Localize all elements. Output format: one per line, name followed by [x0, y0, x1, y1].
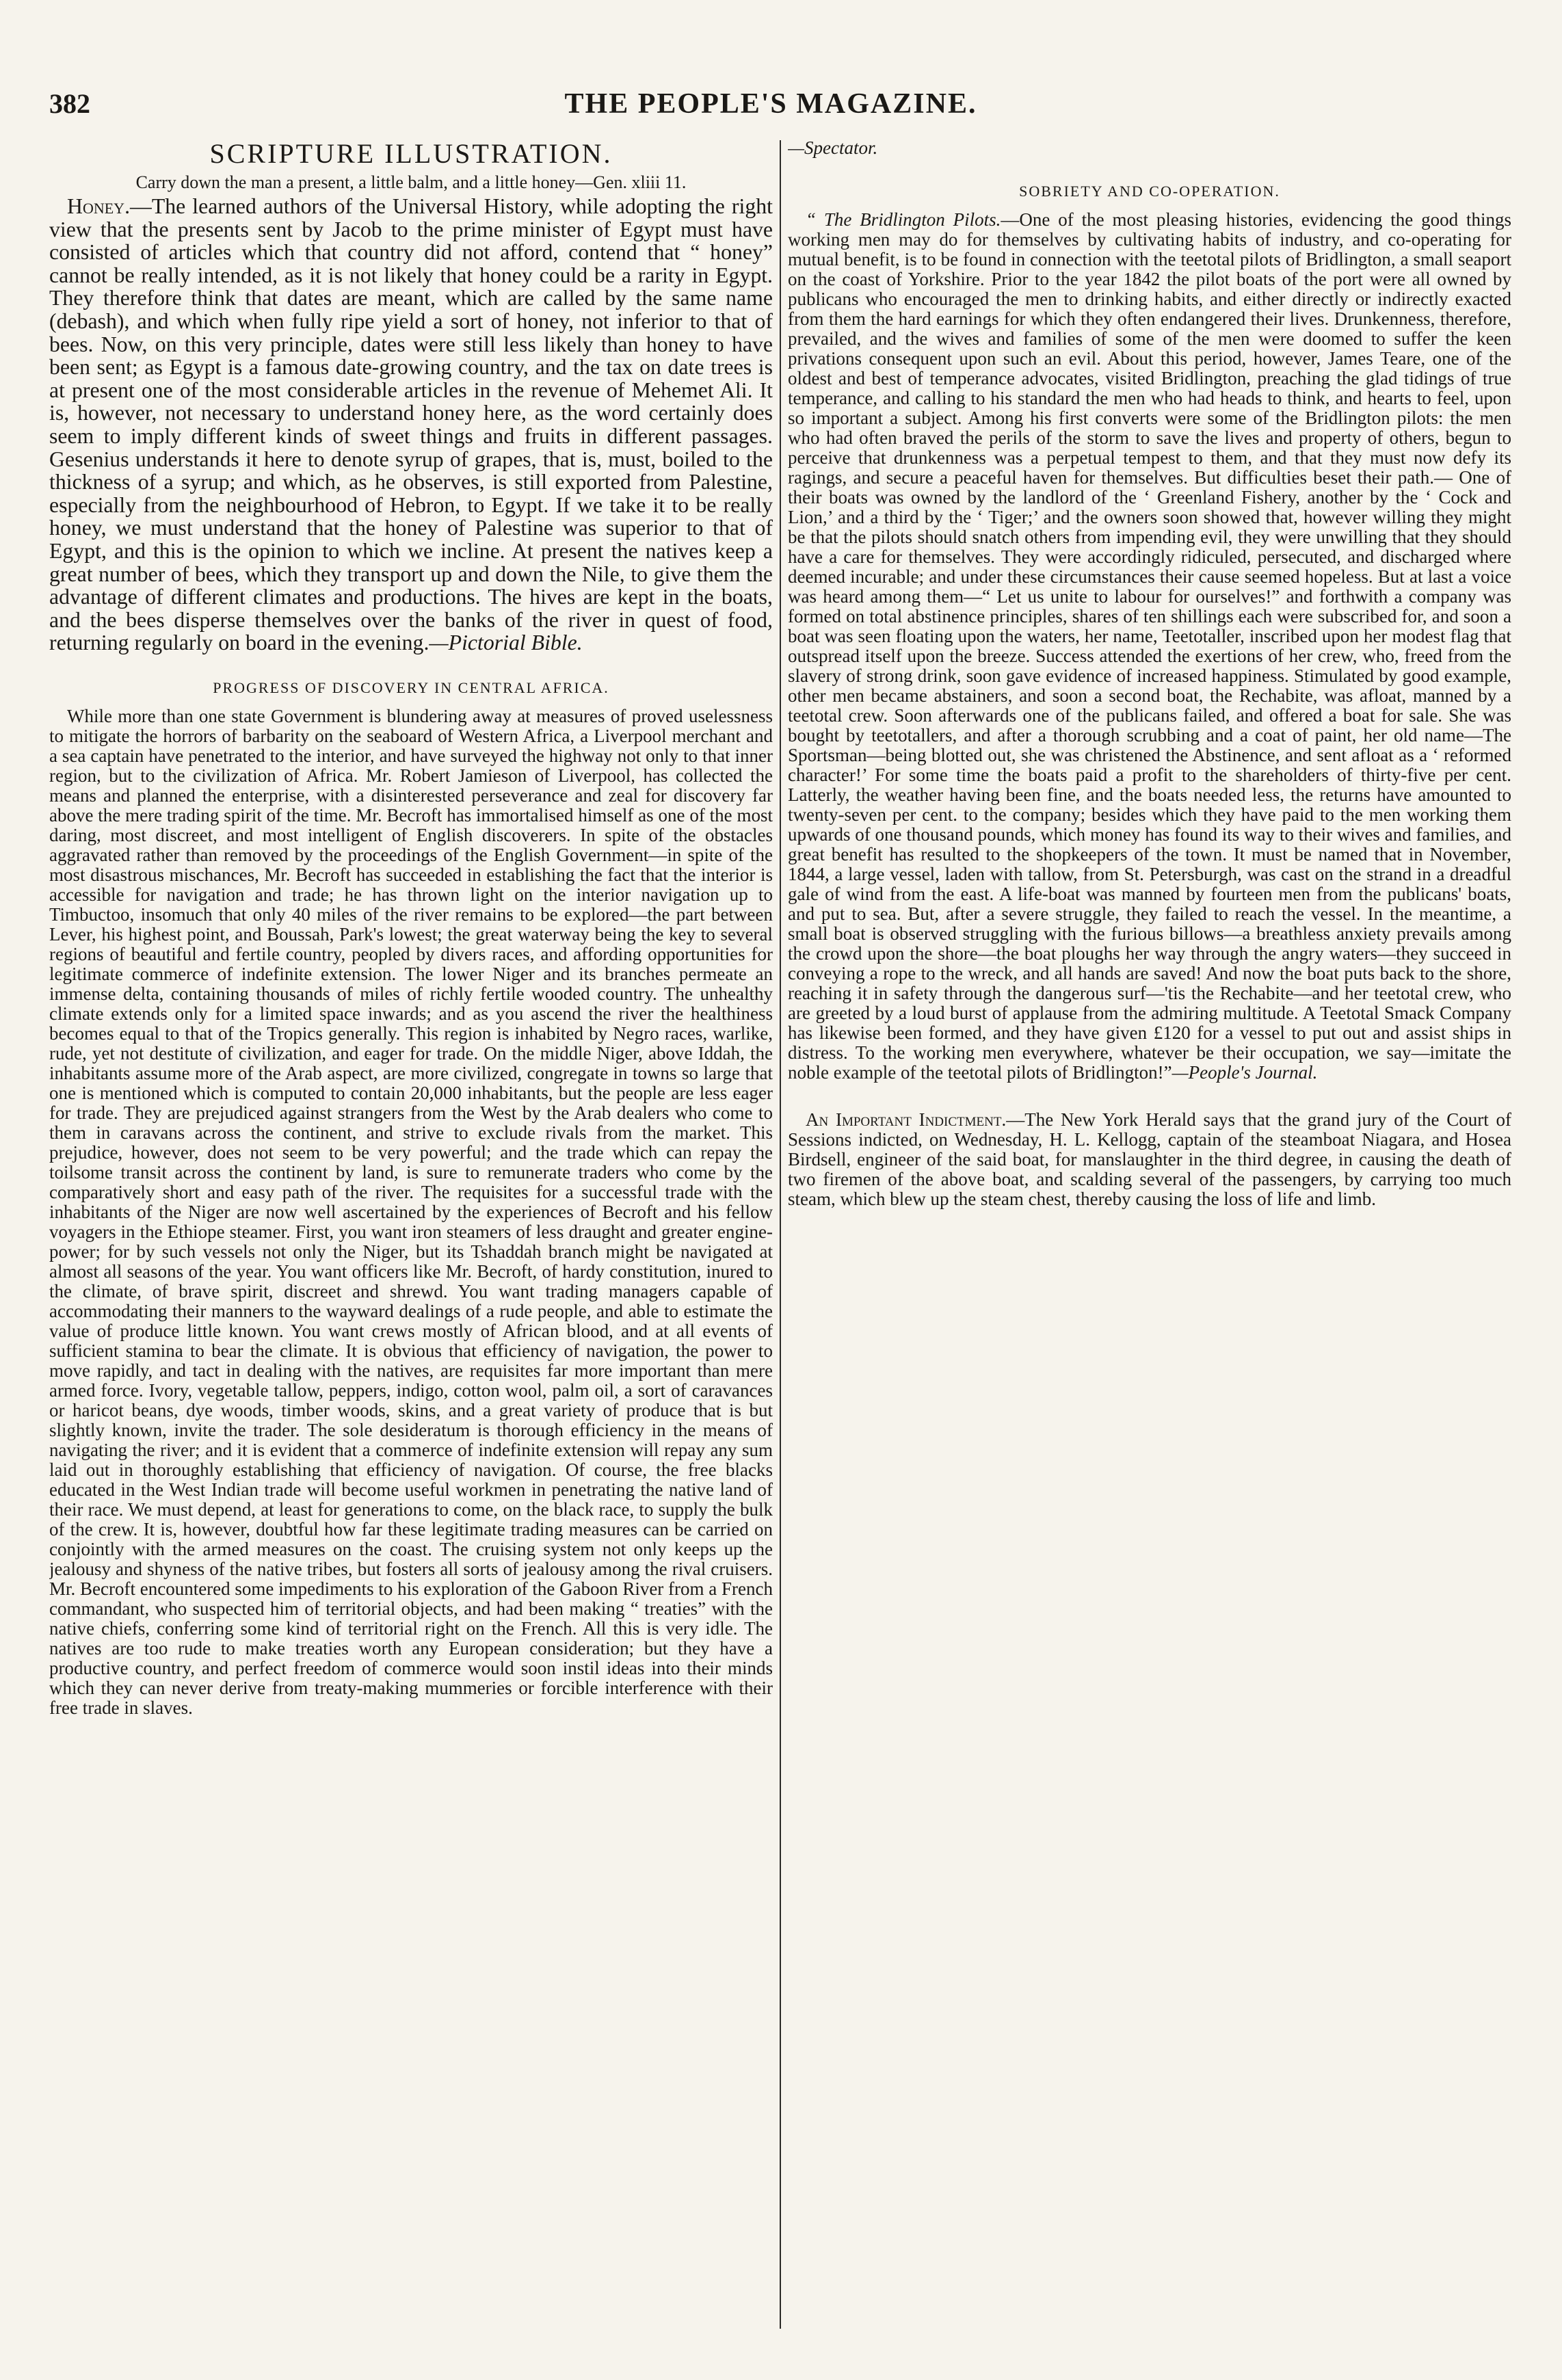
page-number: 382	[49, 88, 90, 119]
right-column	[788, 138, 1511, 2347]
sobriety-article	[788, 183, 1511, 1083]
indictment-article	[788, 1110, 1511, 1209]
scripture-body: —The learned authors of the Universal History, while adopting the right view that the presents sent by Jacob to the prime minister of Egypt must have consisted of articles which that country did not afford, contend that “ honey” cannot be really intended, as it is not likely that honey could be a rarity in Egypt. They therefore think that dates are meant, which are called by the same name (debash), and which when fully ripe yield a sort of honey, not inferior to that of bees. Now, on this very principle, dates were still less likely than honey to have been sent; as Egypt is a famous date-growing country, and the tax on date trees is at present one of the most considerable articles in the revenue of Mehemet Ali. It is, however, not necessary to understand honey here, as the word certainly does seem to imply different kinds of sweet things and fruits in different passages. Gesenius understands it here to denote syrup of grapes, that is, must, boiled to the thickness of a syrup; and which, as he observes, is still exported from Palestine, especially from the neighbourhood of Hebron, to Egypt. If we take it to be really honey, we must understand that the honey of Palestine was superior to that of Egypt, and this is the opinion to which we incline. At present the natives keep a great number of bees, which they transport up and down the Nile, to give them the advantage of different climates and productions. The hives are kept in the boats, and the bees disperse themselves over the banks of the river in quest of food, returning regularly on board in the evening.	[49, 194, 773, 655]
sobriety-title: SOBRIETY AND CO-OPERATION.	[1019, 183, 1280, 200]
scripture-epigraph: Carry down the man a present, a little balm, and a little honey—Gen. xliii 11.	[135, 172, 687, 192]
africa-title: PROGRESS OF DISCOVERY IN CENTRAL AFRICA.	[213, 678, 609, 696]
sobriety-body: —One of the most pleasing histories, evidencing the good things working men may do for themselves by cultivating habits of industry, and co-operating for mutual benefit, is to be found in connection with the teetotal pilots of Bridlington, a small seaport on the coast of Yorkshire. Prior to the year 1842 the pilot boats of the port were all owned by publicans who encouraged the men to drinking habits, and either directly or indirectly exacted from them the hard earnings for which they often endangered their lives. Drunkenness, therefore, prevailed, and the wives and families of some of the men were doomed to suffer the keen privations consequent upon such an evil. About this period, however, James Teare, one of the oldest and best of temperance advocates, visited Bridlington, preaching the glad tidings of true temperance, and calling to his standard the men who had heads to think, and hearts to feel, upon so important a subject. Among his first converts were some of the Bridlington pilots: the men who had often braved the perils of the storm to save the lives and property of others, begun to perceive that drunkenness was a perpetual tempest to them, and that they must now defy its ragings, and secure a peaceful haven for themselves. But difficulties beset their path.— One of their boats was owned by the landlord of the ‘ Greenland Fishery, another by the ‘ Cock and Lion,’ and a third by the ‘ Tiger;’ and the owners soon showed that, however willing they might be that the pilots should snatch others from impending evil, they were unwilling that they should have a care for themselves. They were accordingly ridiculed, persecuted, and discharged where deemed incurable; and under these circumstances their cause seemed hopeless. But at last a voice was heard among them—“ Let us unite to labour for ourselves!” and forthwith a company was formed on total abstinence principles, shares of ten shillings each were subscribed for, and soon a boat was seen floating upon the waters, her name, Teetotaller, inscribed upon her modest flag that outspread itself upon the breeze. Success attended the exertions of her crew, who, freed from the slavery of strong drink, soon gave evidence of increased happiness. Stimulated by good example, other men became abstainers, and soon a second boat, the Rechabite, was afloat, manned by a teetotal crew. Soon afterwards one of the publicans failed, and offered a boat for sale. She was bought by teetotallers, and after a thorough scrubbing and a coat of paint, her old name—The Sportsman—being blotted out, she was christened the Abstinence, and sent afloat as a ‘ reformed character!’ For some time the boats paid a profit to the shareholders of thirty-five per cent. Latterly, the weather having been fine, and the boats needed less, the returns have amounted to twenty-seven per cent. to the company; besides which they have paid to the men working them upwards of one thousand pounds, which money has found its way to their wives and families, and great benefit has resulted to the shopkeepers of the town. It must be named that in November, 1844, a large vessel, laden with tallow, from St. Petersburgh, was cast on the strand in a dreadful gale of wind from the east. A life-boat was manned by fourteen men from the publicans' boats, and put to sea. But, after a severe struggle, they failed to reach the vessel. In the meantime, a small boat is observed struggling with the furious billows—a breathless anxiety prevails among the crowd upon the shore—the boat ploughs her way through the angry waters—they succeed in conveying a rope to the wreck, and all hands are saved! And now the boat puts back to the shore, reaching it in safety through the dangerous surf—'tis the Rechabite—and her teetotal crew, who are greeted by a loud burst of applause from the admiring multitude. A Teetotal Smack Company has likewise been formed, and they have given £120 for a vessel to put out and assist ships in distress. To the working men everywhere, whatever be their occupation, we say—imitate the noble example of the teetotal pilots of Bridlington!”	[788, 209, 1511, 1083]
sobriety-source: —People's Journal.	[1172, 1062, 1318, 1083]
magazine-title: THE PEOPLE'S MAGAZINE.	[564, 88, 977, 120]
scripture-illustration-article	[49, 138, 773, 654]
sobriety-paragraph	[788, 210, 1511, 1083]
indictment-body: —The New York Herald says that the grand jury of the Court of Sessions indicted, on Wednesday, H. L. Kellogg, captain of the steamboat Niagara, and Hosea Birdsell, engineer of the said boat, for manslaughter in the third degree, in causing the death of two firemen of the above boat, and scalding several of the passengers, by carrying too much steam, which blew up the steam chest, thereby causing the loss of life and limb.	[788, 1109, 1511, 1209]
scripture-source: —Pictorial Bible.	[429, 631, 583, 655]
indictment-paragraph	[788, 1110, 1511, 1209]
africa-article	[49, 679, 773, 1718]
column-divider	[780, 140, 781, 2329]
africa-source-line	[788, 138, 1511, 158]
africa-continuation	[788, 138, 1511, 158]
africa-source: —Spectator.	[788, 138, 878, 158]
sobriety-lead: “ The Bridlington Pilots.	[806, 209, 1001, 230]
scripture-illustration-title: SCRIPTURE ILLUSTRATION.	[209, 138, 613, 169]
scripture-lead: Honey.	[67, 194, 131, 218]
indictment-lead: An Important Indictment.	[806, 1109, 1007, 1130]
left-column	[49, 138, 773, 2347]
scripture-paragraph	[49, 195, 773, 654]
africa-paragraph: While more than one state Government is blundering away at measures of proved uselessness to mitigate the horrors of barbarity on the seaboard of Western Africa, a Liverpool merchant and a sea captain have penetrated to the interior, and have surveyed the highway not only to that inner region, but to the civilization of Africa. Mr. Robert Jamieson of Liverpool, has collected the means and planned the enterprise, with a disinterested perseverance and zeal for discovery far above the mere trading spirit of the time. Mr. Becroft has immortalised himself as one of the most daring, most discreet, and most intelligent of English discoverers. In spite of the obstacles aggravated rather than removed by the proceedings of the English Government—in spite of the most disastrous mischances, Mr. Becroft has succeeded in establishing the fact that the interior is accessible for navigation and trade; he has thrown light on the interior navigation up to Timbuctoo, insomuch that only 40 miles of the river remains to be explored—the part between Lever, his highest point, and Boussah, Park's lowest; the great waterway being the key to several regions of beautiful and fertile country, peopled by divers races, and affording opportunities for legitimate commerce of indefinite extension. The lower Niger and its branches permeate an immense delta, containing thousands of miles of richly fertile wooded country. The unhealthy climate extends only for a limited space inwards; and as you ascend the river the healthiness becomes equal to that of the Tropics generally. This region is inhabited by Negro races, warlike, rude, yet not destitute of civilization, and eager for trade. On the middle Niger, above Iddah, the inhabitants assume more of the Arab aspect, are more civilized, congregate in towns so large that one is mentioned which is computed to contain 20,000 inhabitants, but the people are less eager for trade. They are prejudiced against strangers from the West by the Arab dealers who come to them in caravans across the continent, and strive to exclude rivals from the market. This prejudice, however, does not seem to be very powerful; and the trade which can repay the toilsome transit across the continent by land, is sure to remunerate traders who come by the comparatively short and easy path of the river. The requisites for a successful trade with the inhabitants of the Niger are now well ascertained by the experiences of Becroft and his fellow voyagers in the Ethiope steamer. First, you want iron steamers of less draught and greater engine-power; for by such vessels not only the Niger, but its Tshaddah branch might be navigated at almost all seasons of the year. You want officers like Mr. Becroft, of hardy constitution, inured to the climate, of brave spirit, discreet and shrewd. You want trading managers capable of accommodating their manners to the wayward dealings of a rude people, and able to estimate the value of produce little known. You want crews mostly of African blood, and at all events of sufficient stamina to bear the climate. It is obvious that efficiency of navigation, the power to move rapidly, and tact in dealing with the natives, are requisites far more important than mere armed force. Ivory, vegetable tallow, peppers, indigo, cotton wool, palm oil, a sort of caravances or haricot beans, dye woods, timber woods, skins, and a great variety of produce that is but slightly known, invite the trader. The sole desideratum is thorough efficiency in the means of navigating the river; and it is evident that a commerce of indefinite extension will repay any sum laid out in thoroughly establishing that efficiency of navigation. Of course, the free blacks educated in the West Indian trade will become useful workmen in penetrating the native land of their race. We must depend, at least for generations to come, on the black race, to supply the bulk of the crew. It is, however, doubtful how far these legitimate trading measures can be carried on conjointly with the armed measures on the coast. The cruising system not only keeps up the jealousy and shyness of the native tribes, but fosters all sorts of jealousy among the rival cruisers. Mr. Becroft encountered some impediments to his exploration of the Gaboon River from a French commandant, who suspected him of territorial objects, and had been making “ treaties” with the native chiefs, conferring some kind of territorial right on the French. All this is very idle. The natives are too rude to make treaties worth any European consideration; but they have a productive country, and perfect freedom of commerce would soon instil ideas into their minds which they can never derive from treaty-making mummeries or forcible interference with their free trade in slaves.	[49, 705, 773, 1718]
page-header	[49, 88, 1492, 129]
